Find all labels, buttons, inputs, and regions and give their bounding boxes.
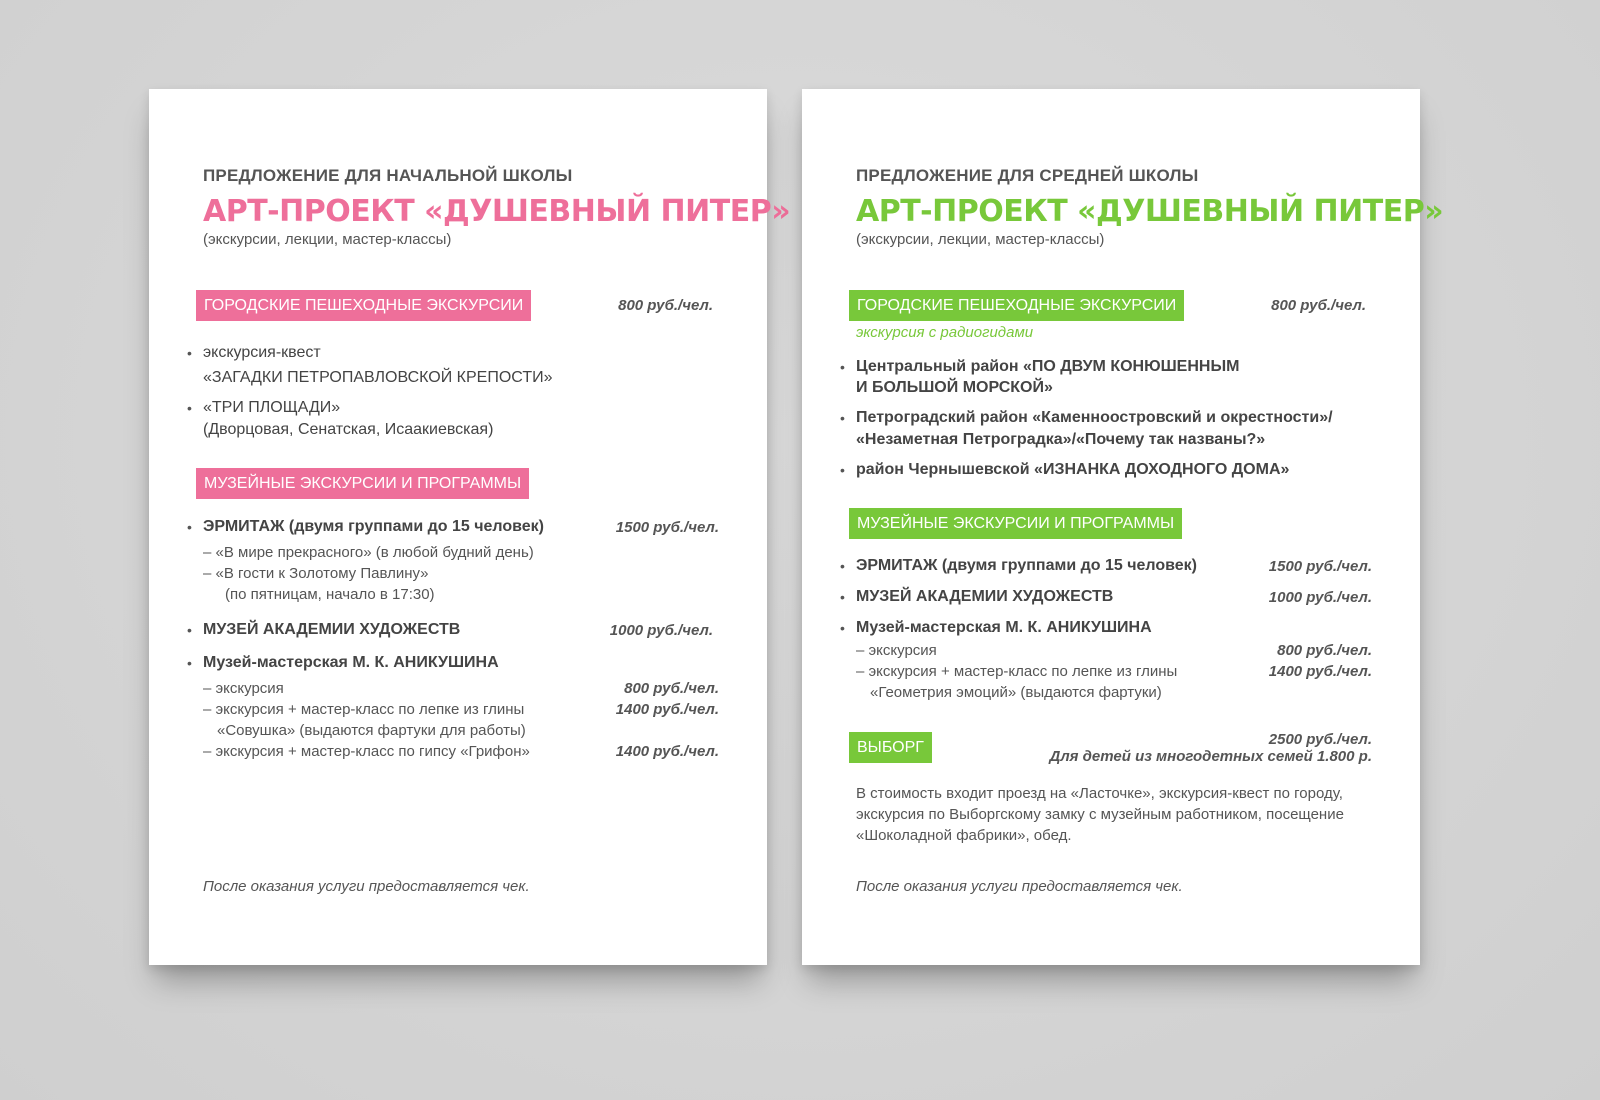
- subtitle: (экскурсии, лекции, мастер-классы): [203, 231, 452, 248]
- list-item: И БОЛЬШОЙ МОРСКОЙ»: [856, 379, 1053, 396]
- bullet-icon: •: [187, 519, 192, 535]
- section-badge-museum: МУЗЕЙНЫЕ ЭКСКУРСИИ И ПРОГРАММЫ: [196, 468, 529, 499]
- kicker: ПРЕДЛОЖЕНИЕ ДЛЯ СРЕДНЕЙ ШКОЛЫ: [856, 166, 1199, 185]
- page-title: АРТ-ПРОЕКТ «ДУШЕВНЫЙ ПИТЕР»: [856, 194, 1444, 229]
- price: 800 руб./чел.: [1277, 642, 1372, 659]
- list-item: ЭРМИТАЖ (двумя группами до 15 человек): [203, 518, 544, 535]
- discount-note: Для детей из многодетных семей 1.800 р.: [1049, 748, 1372, 765]
- price: 1500 руб./чел.: [1268, 558, 1372, 575]
- subtitle: (экскурсии, лекции, мастер-классы): [856, 231, 1105, 248]
- flyer-primary-school: [149, 89, 791, 965]
- bullet-icon: •: [187, 345, 192, 361]
- sub-item: – экскурсия + мастер-класс по гипсу «Грифон»: [203, 743, 530, 760]
- page-title: АРТ-ПРОЕКТ «ДУШЕВНЫЙ ПИТЕР»: [203, 194, 791, 229]
- sub-item: «Геометрия эмоций» (выдаются фартуки): [870, 684, 1162, 701]
- list-item: «ЗАГАДКИ ПЕТРОПАВЛОВСКОЙ КРЕПОСТИ»: [203, 369, 553, 386]
- section-badge-walking-tours: ГОРОДСКИЕ ПЕШЕХОДНЫЕ ЭКСКУРСИИ: [849, 290, 1184, 321]
- sub-item: (по пятницам, начало в 17:30): [225, 586, 435, 603]
- list-item: район Чернышевской «ИЗНАНКА ДОХОДНОГО ДОМА»: [856, 461, 1290, 478]
- section-badge-vyborg: ВЫБОРГ: [849, 732, 932, 763]
- list-item: Музей-мастерская М. К. АНИКУШИНА: [203, 654, 499, 671]
- bullet-icon: •: [187, 400, 192, 416]
- price: 1000 руб./чел.: [609, 622, 713, 639]
- vyborg-description: В стоимость входит проезд на «Ласточке», экскурсия-квест по городу, экскурсия по Выборгскому замку с музейным работником, посещение «Шоколадной фабрики», обед.: [856, 785, 1344, 844]
- list-item: Петроградский район «Каменноостровский и окрестности»/: [856, 409, 1333, 426]
- list-item: Центральный район «ПО ДВУМ КОНЮШЕННЫМ: [856, 358, 1240, 375]
- sub-item: – «В гости к Золотому Павлину»: [203, 565, 429, 582]
- bullet-icon: •: [840, 462, 845, 478]
- flyer-middle-school: [802, 89, 1444, 965]
- bullet-icon: •: [840, 620, 845, 636]
- bullet-icon: •: [187, 622, 192, 638]
- price: 1400 руб./чел.: [1268, 663, 1372, 680]
- sub-item: – экскурсия + мастер-класс по лепке из глины: [203, 701, 525, 718]
- price: 800 руб./чел.: [624, 680, 719, 697]
- list-item: (Дворцовая, Сенатская, Исаакиевская): [203, 421, 494, 438]
- sub-item: – экскурсия: [856, 642, 937, 659]
- price: 1400 руб./чел.: [615, 701, 719, 718]
- price: 1500 руб./чел.: [615, 519, 719, 536]
- price: 2500 руб./чел.: [1268, 731, 1372, 748]
- bullet-icon: •: [840, 410, 845, 426]
- sub-item: – «В мире прекрасного» (в любой будний день): [203, 544, 534, 561]
- sub-item: – экскурсия + мастер-класс по лепке из глины: [856, 663, 1178, 680]
- price: 800 руб./чел.: [1271, 297, 1366, 314]
- list-item: Музей-мастерская М. К. АНИКУШИНА: [856, 619, 1152, 636]
- price: 1400 руб./чел.: [615, 743, 719, 760]
- footer-note: После оказания услуги предоставляется чек.: [856, 878, 1183, 895]
- list-item: «ТРИ ПЛОЩАДИ»: [203, 399, 341, 416]
- list-item: ЭРМИТАЖ (двумя группами до 15 человек): [856, 557, 1197, 574]
- bullet-icon: •: [840, 359, 845, 375]
- bullet-icon: •: [840, 558, 845, 574]
- bullet-icon: •: [840, 589, 845, 605]
- section-badge-walking-tours: ГОРОДСКИЕ ПЕШЕХОДНЫЕ ЭКСКУРСИИ: [196, 290, 531, 321]
- footer-note: После оказания услуги предоставляется чек.: [203, 878, 530, 895]
- list-item: экскурсия-квест: [203, 344, 321, 361]
- sub-item: «Совушка» (выдаются фартуки для работы): [217, 722, 526, 739]
- price: 1000 руб./чел.: [1268, 589, 1372, 606]
- list-item: «Незаметная Петроградка»/«Почему так названы?»: [856, 431, 1266, 448]
- list-item: МУЗЕЙ АКАДЕМИИ ХУДОЖЕСТВ: [203, 621, 461, 638]
- section-badge-museum: МУЗЕЙНЫЕ ЭКСКУРСИИ И ПРОГРАММЫ: [849, 508, 1182, 539]
- list-item: МУЗЕЙ АКАДЕМИИ ХУДОЖЕСТВ: [856, 588, 1114, 605]
- price: 800 руб./чел.: [618, 297, 713, 314]
- bullet-icon: •: [187, 655, 192, 671]
- sub-item: – экскурсия: [203, 680, 284, 697]
- radio-guide-note: экскурсия с радиогидами: [856, 324, 1034, 341]
- kicker: ПРЕДЛОЖЕНИЕ ДЛЯ НАЧАЛЬНОЙ ШКОЛЫ: [203, 166, 573, 185]
